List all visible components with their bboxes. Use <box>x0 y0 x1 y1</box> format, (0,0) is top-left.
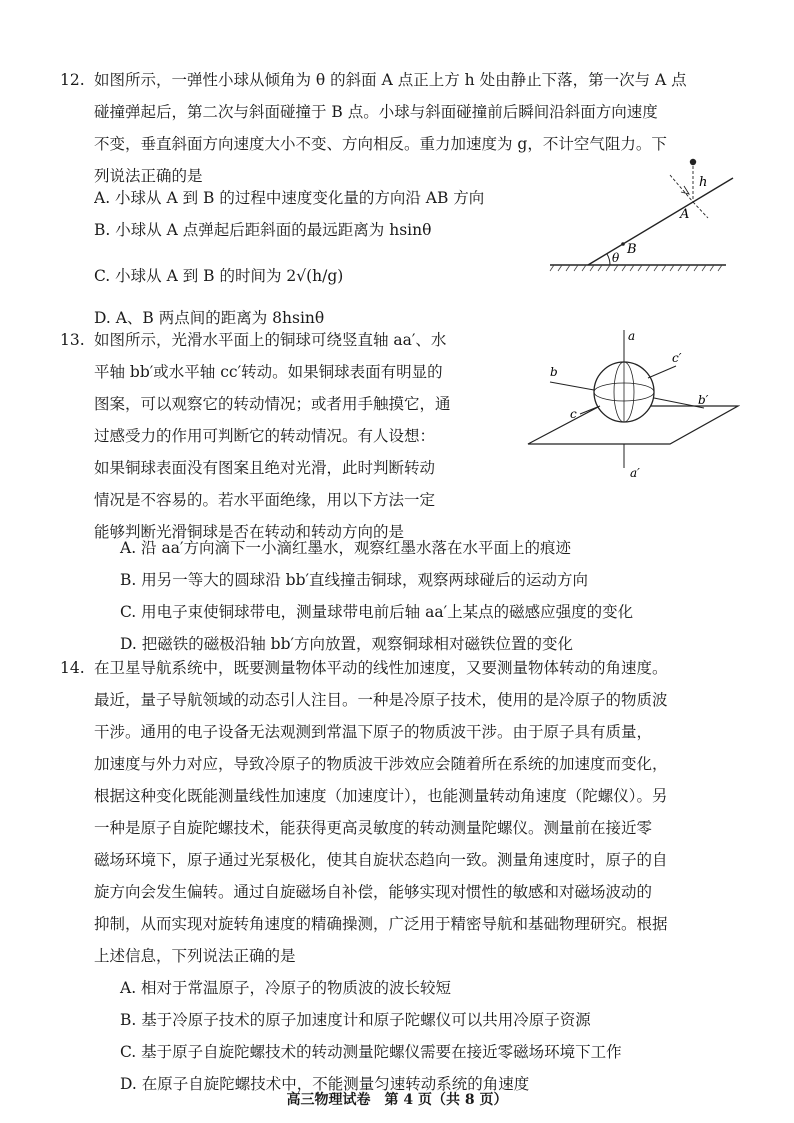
point-b-label: B <box>627 242 637 257</box>
question-13 <box>60 324 524 548</box>
option-c: C. 基于原子自旋陀螺技术的转动测量陀螺仪需要在接近零磁场环境下工作 <box>120 1043 622 1061</box>
question-stem-line: 如果铜球表面没有图案且绝对光滑，此时判断转动 <box>94 459 436 477</box>
option-a: A. 小球从 A 到 B 的过程中速度变化量的方向沿 AB 方向 <box>94 189 485 207</box>
question-stem-line: 上述信息，下列说法正确的是 <box>94 947 296 965</box>
axis-a-label: a <box>628 329 636 343</box>
incline-figure <box>548 150 738 275</box>
axis-a-prime-label: a′ <box>630 466 640 480</box>
question-14 <box>60 652 744 1100</box>
option-b: B. 基于冷原子技术的原子加速度计和原子陀螺仪可以共用冷原子资源 <box>120 1011 591 1029</box>
question-stem-line: 最近，量子导航领域的动态引人注目。一种是冷原子技术，使用的是冷原子的物质波 <box>94 691 668 709</box>
question-13-options <box>94 532 754 660</box>
question-stem-line: 不变，垂直斜面方向速度大小不变、方向相反。重力加速度为 g，不计空气阻力。下 <box>94 135 667 153</box>
option-b: B. 小球从 A 点弹起后距斜面的最远距离为 hsinθ <box>94 221 432 239</box>
copper-ball-figure <box>520 322 740 482</box>
axis-c-label: c <box>570 407 577 421</box>
theta-label: θ <box>612 251 620 265</box>
question-number: 13. <box>60 331 85 349</box>
option-c: C. 用电子束使铜球带电，测量球带电前后轴 aa′上某点的磁感应强度的变化 <box>120 603 634 621</box>
question-stem-line: 根据这种变化既能测量线性加速度（加速度计），也能测量转动角速度（陀螺仪）。另 <box>94 787 668 805</box>
question-stem-line: 碰撞弹起后，第二次与斜面碰撞于 B 点。小球与斜面碰撞前后瞬间沿斜面方向速度 <box>94 103 658 121</box>
option-d: D. 把磁铁的磁极沿轴 bb′方向放置，观察铜球相对磁铁位置的变化 <box>120 635 574 653</box>
question-stem-line: 如图所示，光滑水平面上的铜球可绕竖直轴 aa′、水 <box>94 331 447 349</box>
axis-b-label: b <box>550 365 558 379</box>
option-d: D. 在原子自旋陀螺技术中，不能测量匀速转动系统的角速度 <box>120 1075 530 1093</box>
question-number: 14. <box>60 659 85 677</box>
page-footer: 高三物理试卷 第 4 页（共 8 页） <box>286 1092 508 1108</box>
option-d: D. A、B 两点间的距离为 8hsinθ <box>94 309 325 327</box>
question-12-options <box>94 182 544 334</box>
question-stem-line: 干涉。通用的电子设备无法观测到常温下原子的物质波干涉。由于原子具有质量， <box>94 723 653 741</box>
question-number: 12. <box>60 71 85 89</box>
question-stem-line: 一种是原子自旋陀螺技术，能获得更高灵敏度的转动测量陀螺仪。测量前在接近零 <box>94 819 653 837</box>
question-stem-line: 过感受力的作用可判断它的转动情况。有人设想： <box>94 427 436 445</box>
question-stem-line: 情况是不容易的。若水平面绝缘，用以下方法一定 <box>94 491 436 509</box>
question-stem-line: 加速度与外力对应，导致冷原子的物质波干涉效应会随着所在系统的加速度而变化， <box>94 755 668 773</box>
height-label: h <box>699 175 708 190</box>
option-a: A. 沿 aa′方向滴下一小滴红墨水，观察红墨水落在水平面上的痕迹 <box>120 539 571 557</box>
question-stem-line: 磁场环境下，原子通过光泵极化，使其自旋状态趋向一致。测量角速度时，原子的自 <box>94 851 668 869</box>
question-stem-line: 抑制，从而实现对旋转角速度的精确操测，广泛用于精密导航和基础物理研究。根据 <box>94 915 668 933</box>
question-stem-line: 在卫星导航系统中，既要测量物体平动的线性加速度，又要测量物体转动的角速度。 <box>94 659 668 677</box>
option-b: B. 用另一等大的圆球沿 bb′直线撞击铜球，观察两球碰后的运动方向 <box>120 571 589 589</box>
option-c: C. 小球从 A 到 B 的时间为 2√(h/g) <box>94 267 344 285</box>
question-stem-line: 图案，可以观察它的转动情况；或者用手触摸它，通 <box>94 395 451 413</box>
point-a-label: A <box>680 207 690 222</box>
question-stem-line: 旋方向会发生偏转。通过自旋磁场自补偿，能够实现对惯性的敏感和对磁场波动的 <box>94 883 653 901</box>
ball-icon <box>690 159 696 165</box>
question-stem-line: 平轴 bb′或水平轴 cc′转动。如果铜球表面有明显的 <box>94 363 443 381</box>
question-stem-line: 列说法正确的是 <box>94 167 203 185</box>
question-stem-line: 能够判断光滑铜球是否在转动和转动方向的是 <box>94 523 405 541</box>
axis-c-prime-label: c′ <box>672 351 682 365</box>
axis-b-prime-label: b′ <box>698 393 709 407</box>
option-a: A. 相对于常温原子，冷原子的物质波的波长较短 <box>120 979 452 997</box>
question-stem-line: 如图所示，一弹性小球从倾角为 θ 的斜面 A 点正上方 h 处由静止下落，第一次与 A 点 <box>94 71 687 89</box>
